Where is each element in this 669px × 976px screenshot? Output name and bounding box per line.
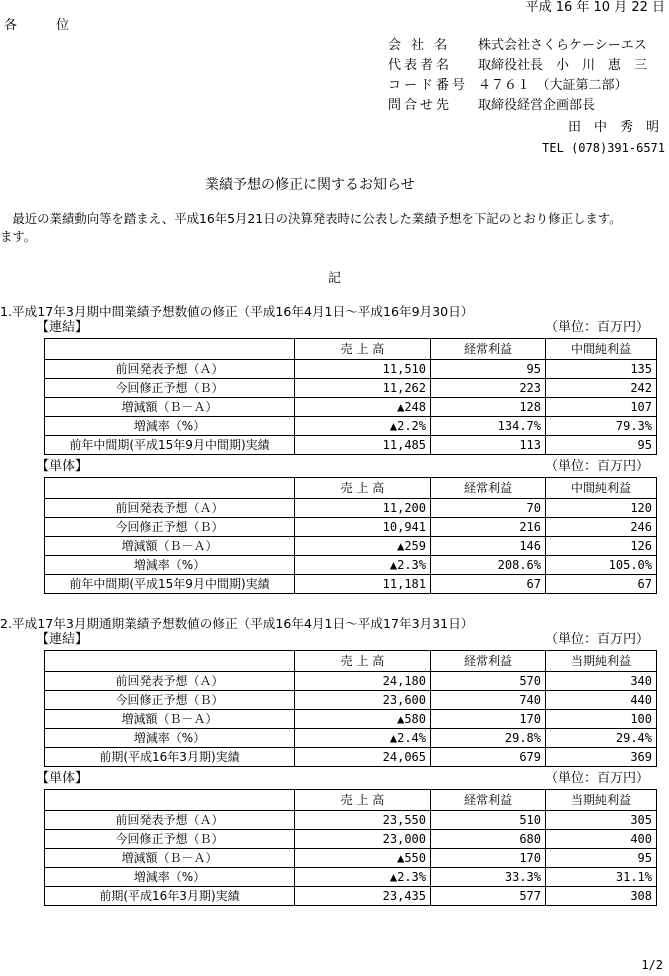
column-header: 経常利益 — [431, 790, 546, 811]
table-row — [45, 691, 657, 710]
row-label: 増減率（%） — [45, 556, 295, 575]
page-number: 1/2 — [641, 958, 663, 972]
sales-cell: ▲259 — [295, 537, 431, 556]
table-row — [45, 849, 657, 868]
ordinary-profit-cell: 128 — [431, 398, 546, 417]
section1-nonconsolidated-label: 【単体】 — [36, 459, 89, 474]
sales-cell: 23,600 — [295, 691, 431, 710]
sales-cell: 11,485 — [295, 436, 431, 455]
sales-cell: 23,000 — [295, 830, 431, 849]
column-header: 中間純利益 — [546, 339, 657, 360]
table-row — [45, 398, 657, 417]
row-label: 前回発表予想（Ａ） — [45, 360, 295, 379]
contact-label: 問合せ先 — [388, 98, 453, 113]
net-income-cell: 120 — [546, 499, 657, 518]
row-label: 増減額（Ｂ－Ａ） — [45, 398, 295, 417]
ordinary-profit-cell: 134.7% — [431, 417, 546, 436]
net-income-cell: 95 — [546, 436, 657, 455]
net-income-cell: 308 — [546, 887, 657, 906]
table-row — [45, 499, 657, 518]
table-header-row — [45, 651, 657, 672]
row-label: 前期(平成16年3月期)実績 — [45, 748, 295, 767]
document-date: 平成 16 年 10 月 22 日 — [525, 0, 665, 15]
row-label: 前年中間期(平成15年9月中間期)実績 — [45, 575, 295, 594]
document-title: 業績予想の修正に関するお知らせ — [205, 177, 415, 193]
representative-label: 代表者名 — [388, 58, 453, 73]
sales-cell: 11,200 — [295, 499, 431, 518]
net-income-cell: 340 — [546, 672, 657, 691]
sales-cell: ▲248 — [295, 398, 431, 417]
table-row — [45, 830, 657, 849]
column-header: 売 上 高 — [295, 790, 431, 811]
company-label: 会 社 名 — [388, 38, 451, 53]
net-income-cell: 369 — [546, 748, 657, 767]
row-label: 前回発表予想（Ａ） — [45, 499, 295, 518]
ordinary-profit-cell: 33.3% — [431, 868, 546, 887]
sales-cell: 11,262 — [295, 379, 431, 398]
code-value: ４７６１ （大証第二部） — [478, 78, 628, 93]
row-label: 前期(平成16年3月期)実績 — [45, 887, 295, 906]
ordinary-profit-cell: 577 — [431, 887, 546, 906]
sales-cell: ▲580 — [295, 710, 431, 729]
net-income-cell: 107 — [546, 398, 657, 417]
table-row — [45, 729, 657, 748]
column-header: 経常利益 — [431, 478, 546, 499]
sales-cell: 23,550 — [295, 811, 431, 830]
ordinary-profit-cell: 29.8% — [431, 729, 546, 748]
section2-unit-nonconsolidated: （単位：百万円） — [545, 771, 650, 786]
net-income-cell: 31.1% — [546, 868, 657, 887]
table-row — [45, 436, 657, 455]
row-label: 前回発表予想（Ａ） — [45, 672, 295, 691]
table-row — [45, 537, 657, 556]
column-header: 経常利益 — [431, 339, 546, 360]
empty-header-cell — [45, 651, 295, 672]
ordinary-profit-cell: 67 — [431, 575, 546, 594]
column-header: 中間純利益 — [546, 478, 657, 499]
table-row — [45, 518, 657, 537]
section1-nonconsolidated-table — [44, 477, 657, 594]
code-row — [388, 78, 628, 94]
company-name: 株式会社さくらケーシーエス — [478, 38, 647, 53]
ordinary-profit-cell: 216 — [431, 518, 546, 537]
sales-cell: ▲2.2% — [295, 417, 431, 436]
column-header: 売 上 高 — [295, 339, 431, 360]
row-label: 今回修正予想（Ｂ） — [45, 691, 295, 710]
ordinary-profit-cell: 146 — [431, 537, 546, 556]
row-label: 増減額（Ｂ－Ａ） — [45, 849, 295, 868]
ki-mark: 記 — [328, 271, 342, 286]
net-income-cell: 400 — [546, 830, 657, 849]
ordinary-profit-cell: 223 — [431, 379, 546, 398]
sales-cell: ▲2.3% — [295, 868, 431, 887]
sales-cell: 24,065 — [295, 748, 431, 767]
table-header-row — [45, 478, 657, 499]
column-header: 売 上 高 — [295, 651, 431, 672]
column-header: 当期純利益 — [546, 651, 657, 672]
row-label: 今回修正予想（Ｂ） — [45, 518, 295, 537]
net-income-cell: 105.0% — [546, 556, 657, 575]
sales-cell: 11,181 — [295, 575, 431, 594]
row-label: 増減額（Ｂ－Ａ） — [45, 710, 295, 729]
sales-cell: ▲2.3% — [295, 556, 431, 575]
table-row — [45, 868, 657, 887]
ordinary-profit-cell: 170 — [431, 849, 546, 868]
contact-name: 田 中 秀 明 — [568, 120, 660, 135]
ordinary-profit-cell: 680 — [431, 830, 546, 849]
net-income-cell: 135 — [546, 360, 657, 379]
section2-consolidated-table — [44, 650, 657, 767]
ordinary-profit-cell: 570 — [431, 672, 546, 691]
sales-cell: 23,435 — [295, 887, 431, 906]
row-label: 増減率（%） — [45, 417, 295, 436]
column-header: 経常利益 — [431, 651, 546, 672]
contact-tel: TEL (078)391-6571 — [542, 141, 665, 155]
row-label: 今回修正予想（Ｂ） — [45, 379, 295, 398]
table-header-row — [45, 790, 657, 811]
net-income-cell: 440 — [546, 691, 657, 710]
section2-nonconsolidated-table — [44, 789, 657, 906]
row-label: 前年中間期(平成15年9月中間期)実績 — [45, 436, 295, 455]
section2-unit-consolidated: （単位：百万円） — [545, 632, 650, 647]
net-income-cell: 246 — [546, 518, 657, 537]
contact-title: 取締役経営企画部長 — [478, 98, 596, 113]
table-header-row — [45, 339, 657, 360]
intro-text: 最近の業績動向等を踏まえ、平成16年5月21日の決算発表時に公表した業績予想を下記のとおり修正します。 — [0, 211, 622, 226]
ordinary-profit-cell: 510 — [431, 811, 546, 830]
representative-row — [388, 58, 647, 74]
sales-cell: 24,180 — [295, 672, 431, 691]
ordinary-profit-cell: 208.6% — [431, 556, 546, 575]
section2-nonconsolidated-label: 【単体】 — [36, 771, 89, 786]
company-row — [388, 38, 647, 54]
table-row — [45, 379, 657, 398]
table-row — [45, 811, 657, 830]
ordinary-profit-cell: 113 — [431, 436, 546, 455]
empty-header-cell — [45, 478, 295, 499]
column-header: 当期純利益 — [546, 790, 657, 811]
section1-unit-consolidated: （単位：百万円） — [545, 320, 650, 335]
section2-consolidated-label: 【連結】 — [36, 632, 89, 647]
table-row — [45, 748, 657, 767]
table-row — [45, 887, 657, 906]
ordinary-profit-cell: 70 — [431, 499, 546, 518]
net-income-cell: 126 — [546, 537, 657, 556]
net-income-cell: 305 — [546, 811, 657, 830]
row-label: 増減率（%） — [45, 729, 295, 748]
section1-unit-nonconsolidated: （単位：百万円） — [545, 459, 650, 474]
table-row — [45, 575, 657, 594]
sales-cell: 11,510 — [295, 360, 431, 379]
net-income-cell: 242 — [546, 379, 657, 398]
addressee: 各 位 — [4, 18, 70, 33]
empty-header-cell — [45, 790, 295, 811]
contact-row — [388, 98, 595, 114]
intro-text-cont: ます。 — [0, 229, 37, 244]
net-income-cell: 29.4% — [546, 729, 657, 748]
table-row — [45, 360, 657, 379]
net-income-cell: 67 — [546, 575, 657, 594]
ordinary-profit-cell: 740 — [431, 691, 546, 710]
table-row — [45, 710, 657, 729]
table-row — [45, 672, 657, 691]
ordinary-profit-cell: 679 — [431, 748, 546, 767]
sales-cell: 10,941 — [295, 518, 431, 537]
row-label: 今回修正予想（Ｂ） — [45, 830, 295, 849]
table-row — [45, 417, 657, 436]
net-income-cell: 95 — [546, 849, 657, 868]
code-label: コード番号 — [388, 78, 469, 93]
section2-heading: 2.平成17年3月期通期業績予想数値の修正（平成16年4月1日～平成17年3月31日） — [0, 616, 474, 631]
sales-cell: ▲550 — [295, 849, 431, 868]
row-label: 前回発表予想（Ａ） — [45, 811, 295, 830]
sales-cell: ▲2.4% — [295, 729, 431, 748]
net-income-cell: 79.3% — [546, 417, 657, 436]
section1-consolidated-table — [44, 338, 657, 455]
section1-consolidated-label: 【連結】 — [36, 320, 89, 335]
ordinary-profit-cell: 95 — [431, 360, 546, 379]
row-label: 増減額（Ｂ－Ａ） — [45, 537, 295, 556]
section1-heading: 1.平成17年3月期中間業績予想数値の修正（平成16年4月1日～平成16年9月30日） — [0, 304, 474, 319]
net-income-cell: 100 — [546, 710, 657, 729]
empty-header-cell — [45, 339, 295, 360]
column-header: 売 上 高 — [295, 478, 431, 499]
representative-name: 取締役社長 小 川 恵 三 — [478, 58, 648, 73]
table-row — [45, 556, 657, 575]
row-label: 増減率（%） — [45, 868, 295, 887]
ordinary-profit-cell: 170 — [431, 710, 546, 729]
